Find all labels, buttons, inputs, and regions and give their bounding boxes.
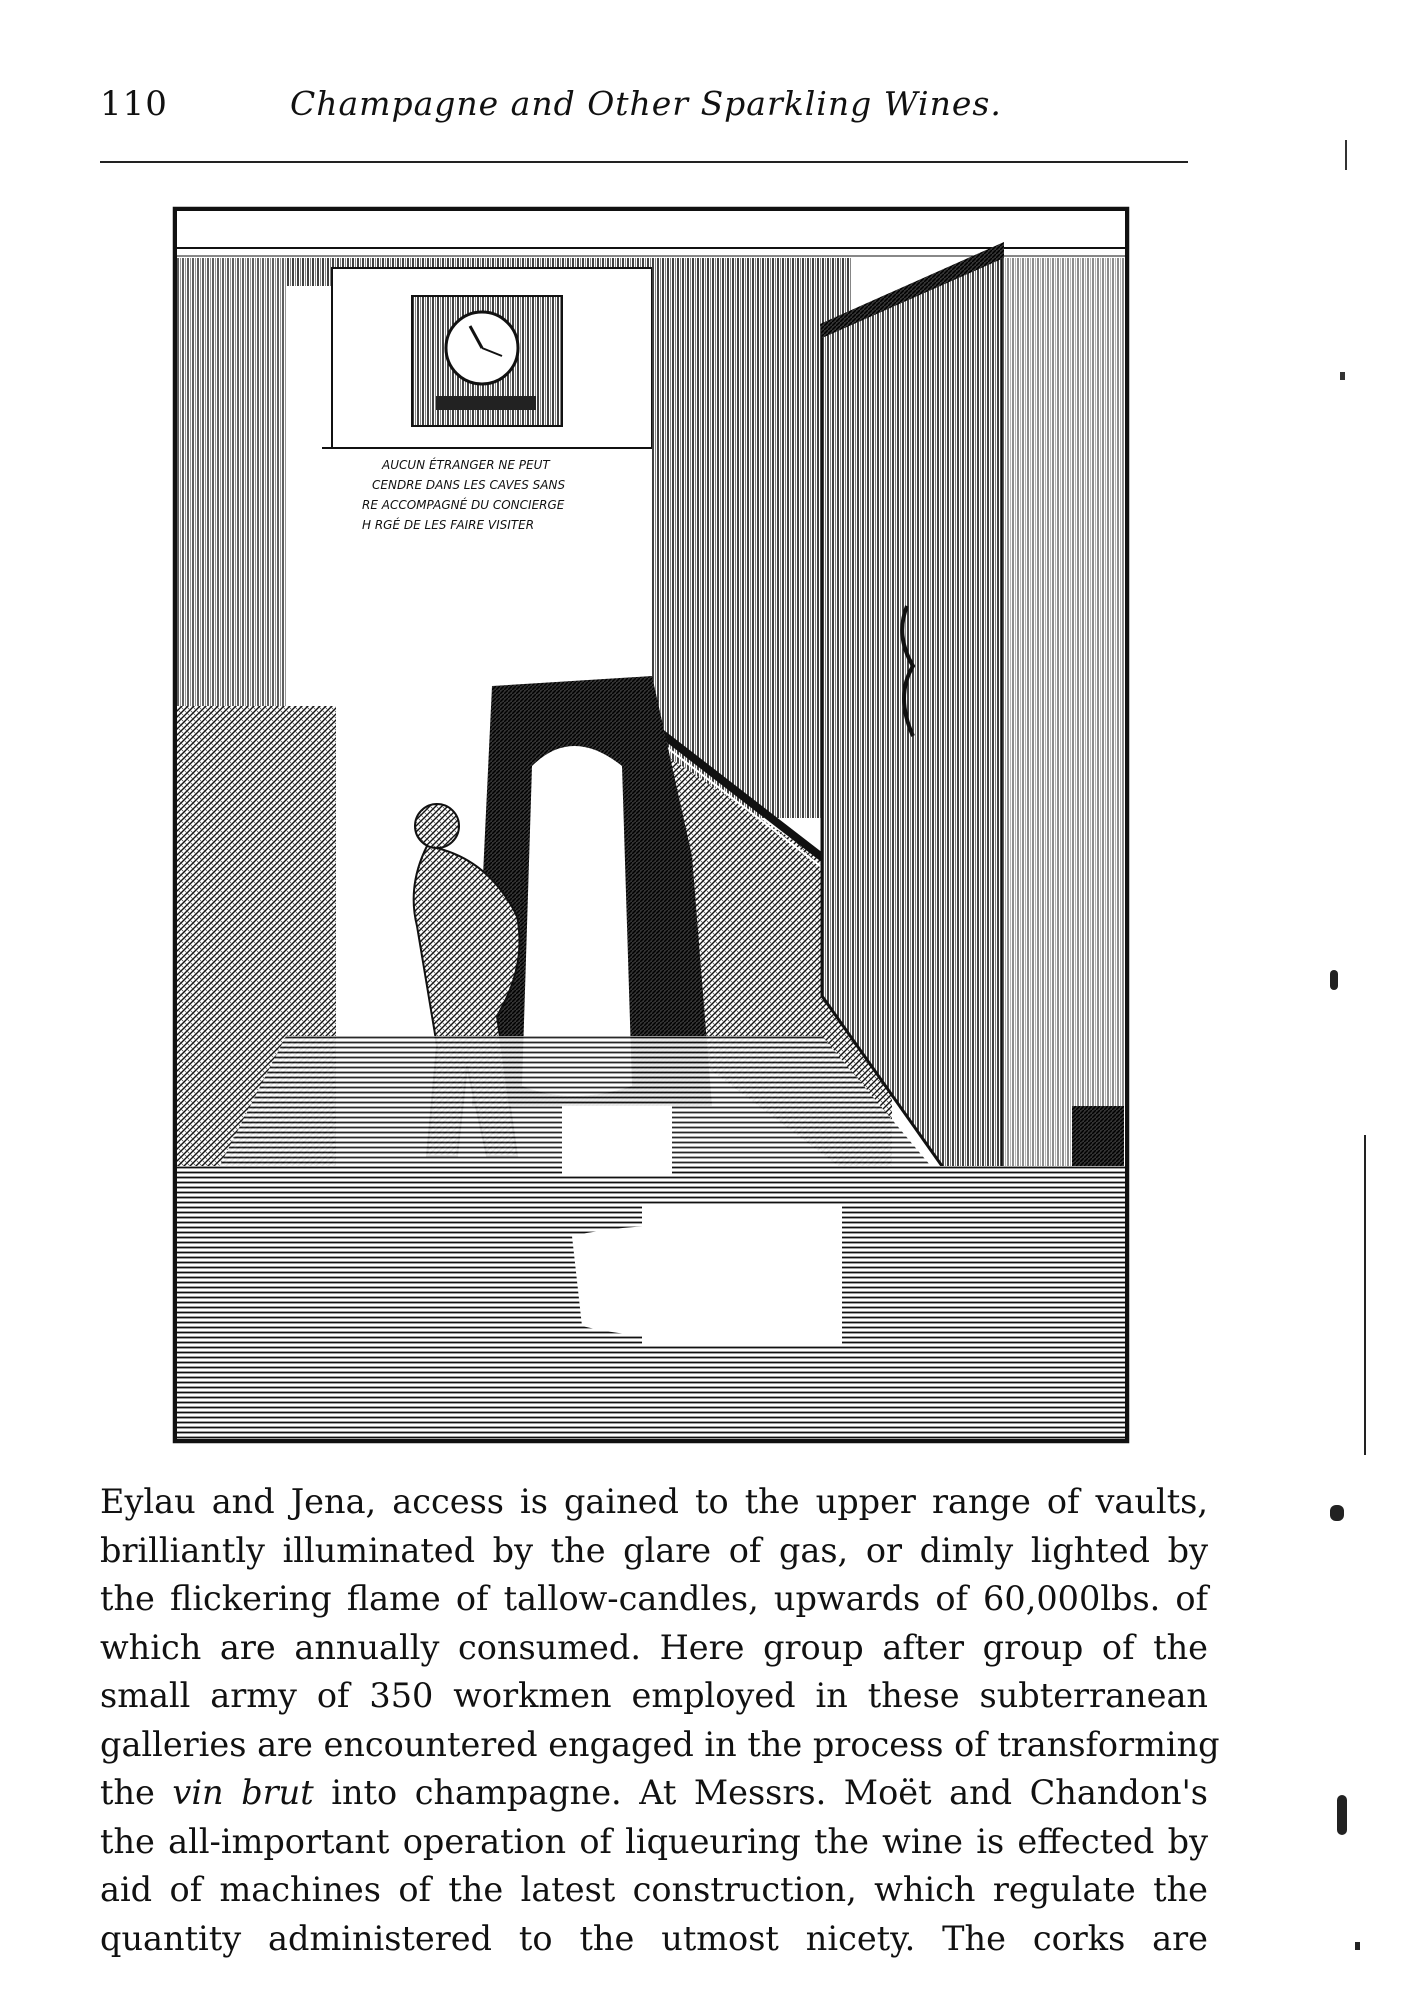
- text-line: the flickering flame of tallow-candles, upwards of 60,000lbs. of: [100, 1579, 1208, 1618]
- text-line: galleries are encountered engaged in the process of transforming: [100, 1724, 1220, 1764]
- header-rule: [100, 161, 1188, 163]
- text-line: aid of machines of the latest construction, which regulate the: [100, 1870, 1208, 1909]
- text-line: which are annually consumed. Here group after group of the: [100, 1627, 1208, 1667]
- text-line: the all-important operation of liqueuring the wine is effected by: [100, 1821, 1208, 1861]
- engraving-illustration: [172, 206, 1130, 1444]
- text-line: quantity administered to the utmost nicety. The corks are: [100, 1918, 1208, 1958]
- margin-speck: [1330, 970, 1338, 990]
- body-text: [100, 1478, 1220, 1963]
- italic-term: vin brut: [172, 1773, 314, 1812]
- text-line: the vin brut into champagne. At Messrs. Moët and Chandon's: [100, 1773, 1208, 1812]
- margin-speck: [1330, 1505, 1344, 1521]
- page-header: [100, 84, 1190, 144]
- margin-speck: [1355, 1942, 1360, 1950]
- margin-speck: [1340, 372, 1345, 380]
- sign-line-3: RE ACCOMPAGNÉ DU CONCIERGE: [362, 498, 565, 512]
- running-title: Champagne and Other Sparkling Wines.: [290, 84, 1002, 123]
- cellar-engraving: [172, 206, 1130, 1444]
- margin-rule: [1364, 1135, 1366, 1455]
- sign-line-2: CENDRE DANS LES CAVES SANS: [372, 478, 566, 492]
- margin-speck: [1345, 140, 1347, 170]
- sign-line-4: H RGÉ DE LES FAIRE VISITER: [362, 518, 535, 532]
- text-line: small army of 350 workmen employed in these subterranean: [100, 1676, 1208, 1715]
- text-line: brilliantly illuminated by the glare of gas, or dimly lighted by: [100, 1530, 1208, 1570]
- text-line: Eylau and Jena, access is gained to the upper range of vaults,: [100, 1482, 1208, 1521]
- sign-line-1: AUCUN ÉTRANGER NE PEUT: [382, 458, 550, 472]
- margin-speck: [1337, 1795, 1347, 1835]
- page-number: 110: [100, 84, 168, 124]
